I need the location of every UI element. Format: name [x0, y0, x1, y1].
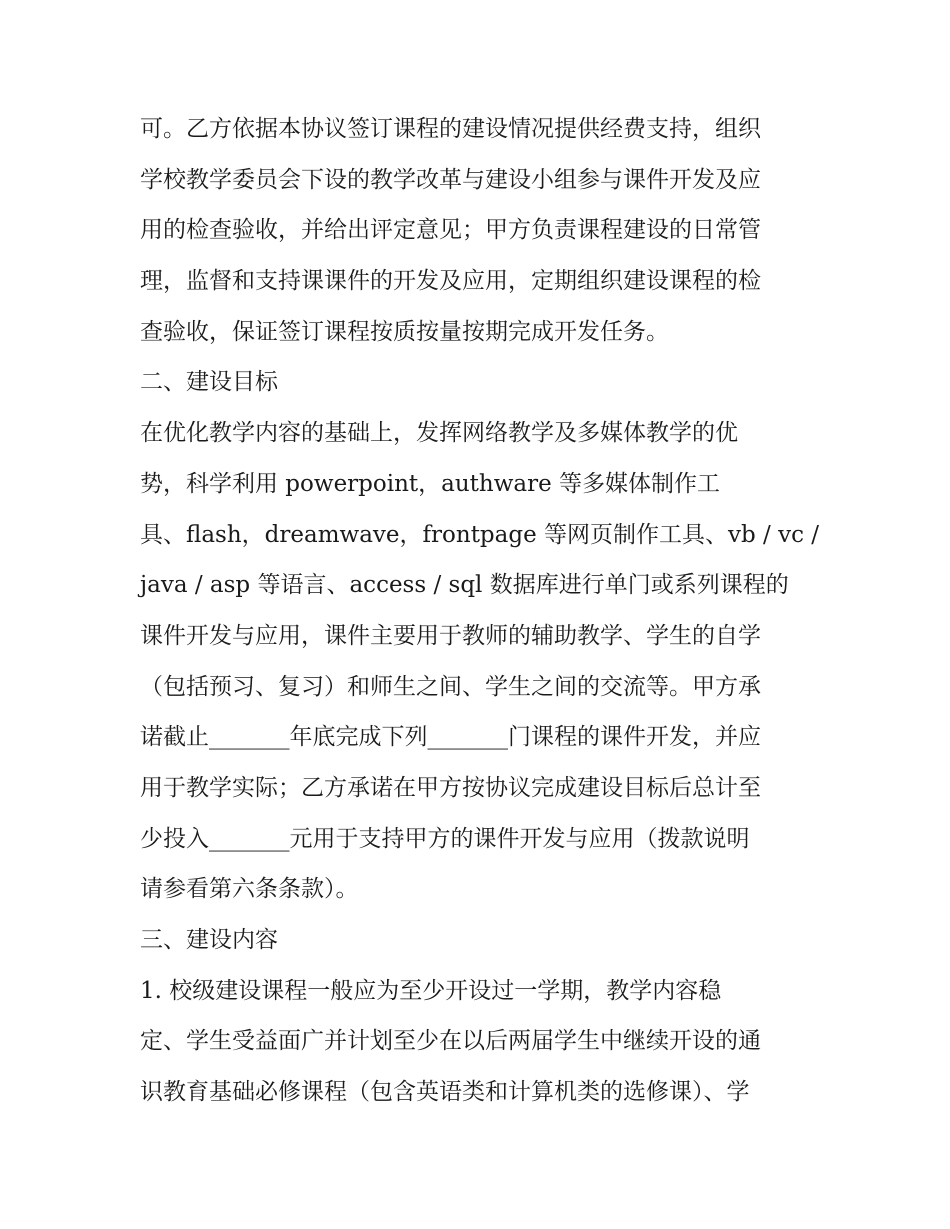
text-line: 具、flash，dreamwave，frontpage 等网页制作工具、vb / vc /: [140, 521, 820, 548]
text-line: 查验收，保证签订课程按质按量按期完成开发任务。: [140, 318, 669, 345]
section-heading: 三、建设内容: [140, 927, 278, 953]
document-body: [140, 104, 830, 1118]
text-line: 用于教学实际；乙方承诺在甲方按协议完成建设目标后总计至: [140, 774, 761, 801]
text-line: 定、学生受益面广并计划至少在以后两届学生中继续开设的通: [140, 1028, 761, 1055]
text-line: 在优化教学内容的基础上，发挥网络教学及多媒体教学的优: [140, 420, 738, 447]
text-line: 可。乙方依据本协议签订课程的建设情况提供经费支持，组织: [140, 116, 761, 142]
text-line: 用的检查验收，并给出评定意见；甲方负责课程建设的日常管: [140, 217, 761, 244]
text-line: 诺截止_______年底完成下列_______门课程的课件开发，并应: [140, 724, 761, 751]
text-line: 请参看第六条条款）。: [140, 876, 359, 903]
text-line: 理，监督和支持课课件的开发及应用，定期组织建设课程的检: [140, 268, 761, 295]
text-line: 势，科学利用 powerpoint，authware 等多媒体制作工: [140, 470, 721, 497]
text-line: 识教育基础必修课程（包含英语类和计算机类的选修课）、学: [140, 1079, 750, 1106]
text-line: 学校教学委员会下设的教学改革与建设小组参与课件开发及应: [140, 166, 761, 193]
list-item: 1. 校级建设课程一般应为至少开设过一学期，教学内容稳: [140, 977, 722, 1004]
text-line: （包括预习、复习）和师生之间、学生之间的交流等。甲方承: [140, 673, 761, 700]
text-line: 少投入_______元用于支持甲方的课件开发与应用（拨款说明: [140, 825, 750, 852]
section-heading: 二、建设目标: [140, 369, 278, 396]
text-line: java / asp 等语言、access / sql 数据库进行单门或系列课程的: [140, 572, 789, 599]
text-line: 课件开发与应用，课件主要用于教师的辅助教学、学生的自学: [140, 622, 761, 649]
